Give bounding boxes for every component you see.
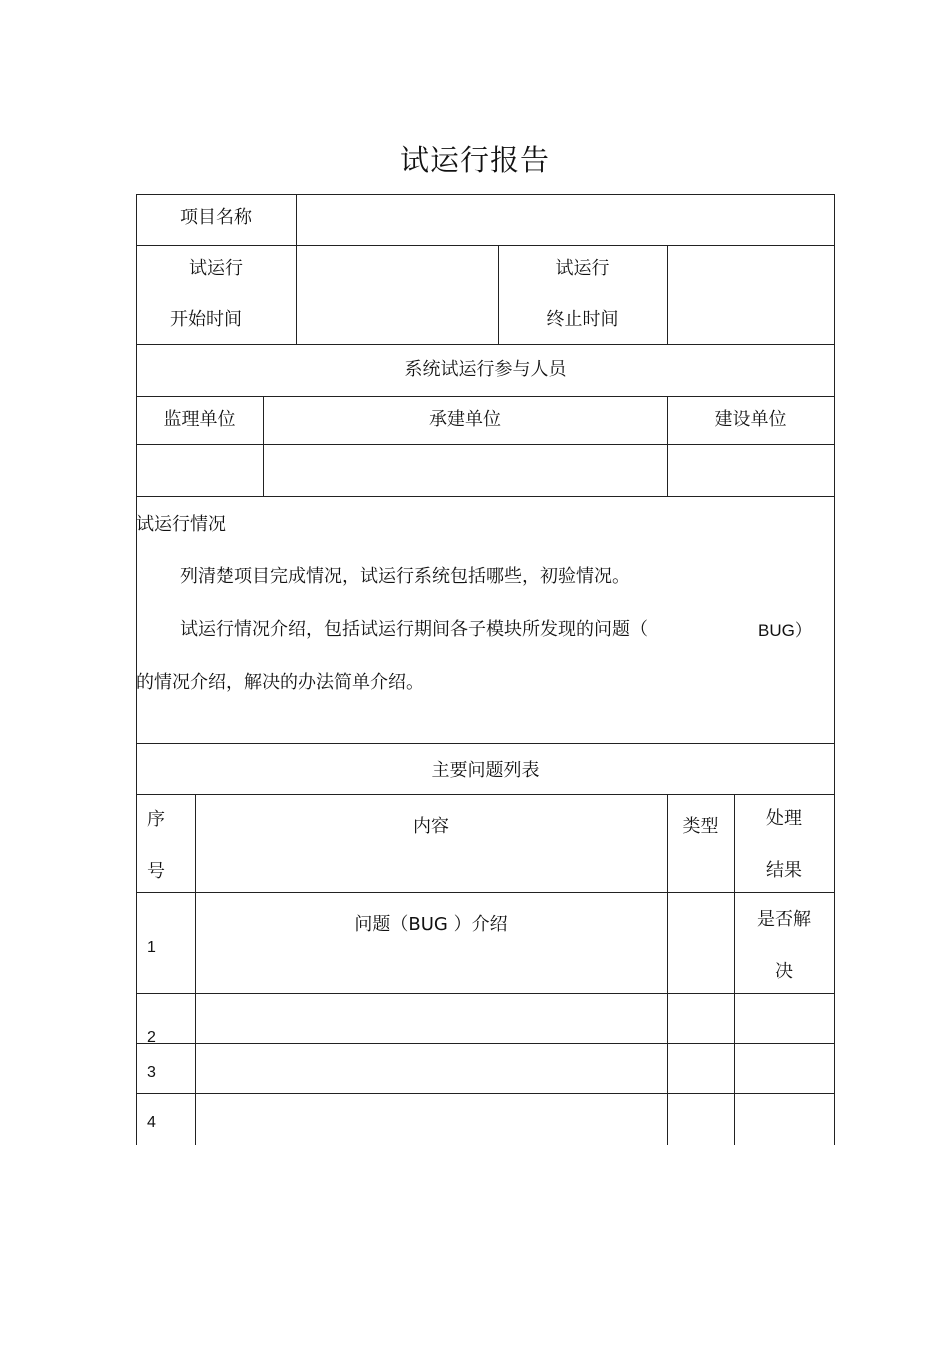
start-time-label-line1: 试运行 <box>189 258 243 279</box>
col-type-header: 类型 <box>682 816 719 837</box>
row-1-type-field[interactable] <box>668 893 734 993</box>
builder-unit-header: 建设单位 <box>714 409 787 430</box>
contractor-unit-header: 承建单位 <box>429 409 501 430</box>
participants-header: 系统试运行参与人员 <box>404 359 567 380</box>
situation-paragraph-2-start: 试运行情况介绍，包括试运行期间各子模块所发现的问题（ <box>180 619 648 640</box>
row-4-content-field[interactable] <box>196 1094 667 1144</box>
contractor-unit-field[interactable] <box>264 445 667 496</box>
start-time-field[interactable] <box>297 246 498 344</box>
row-4-no: 4 <box>147 1114 156 1131</box>
builder-unit-field[interactable] <box>668 445 834 496</box>
row-3-no: 3 <box>147 1064 156 1081</box>
col-no-line2: 号 <box>147 861 165 882</box>
end-time-label-line2: 终止时间 <box>546 309 619 330</box>
supervisor-unit-header: 监理单位 <box>163 409 236 430</box>
project-name-field[interactable] <box>297 195 834 245</box>
col-content-header: 内容 <box>413 816 449 837</box>
end-time-field[interactable] <box>668 246 834 344</box>
supervisor-unit-field[interactable] <box>137 445 263 496</box>
col-result-line2: 结果 <box>766 860 802 881</box>
situation-paragraph-1: 列清楚项目完成情况，试运行系统包括哪些，初验情况。 <box>180 566 630 587</box>
situation-paragraph-2-cont: 的情况介绍，解决的办法简单介绍。 <box>136 672 424 693</box>
page-title: 试运行报告 <box>399 143 550 177</box>
situation-heading: 试运行情况 <box>136 514 226 535</box>
row-1-content: 问题（BUG ）介绍 <box>354 914 508 935</box>
row-2-no: 2 <box>147 1029 156 1046</box>
end-time-label-line1: 试运行 <box>555 258 610 279</box>
situation-paragraph-2-bug: BUG） <box>758 621 812 640</box>
row-1-no: 1 <box>147 939 156 956</box>
row-3-content-field[interactable] <box>196 1044 667 1093</box>
row-1-result-line1: 是否解 <box>757 909 811 930</box>
col-result-line1: 处理 <box>766 808 802 829</box>
row-1-result-line2: 决 <box>775 961 793 982</box>
issues-header: 主要问题列表 <box>431 760 540 781</box>
project-name-label: 项目名称 <box>180 207 252 228</box>
row-2-content-field[interactable] <box>196 994 667 1043</box>
start-time-label-line2: 开始时间 <box>170 309 242 330</box>
col-no-line1: 序 <box>147 809 165 830</box>
